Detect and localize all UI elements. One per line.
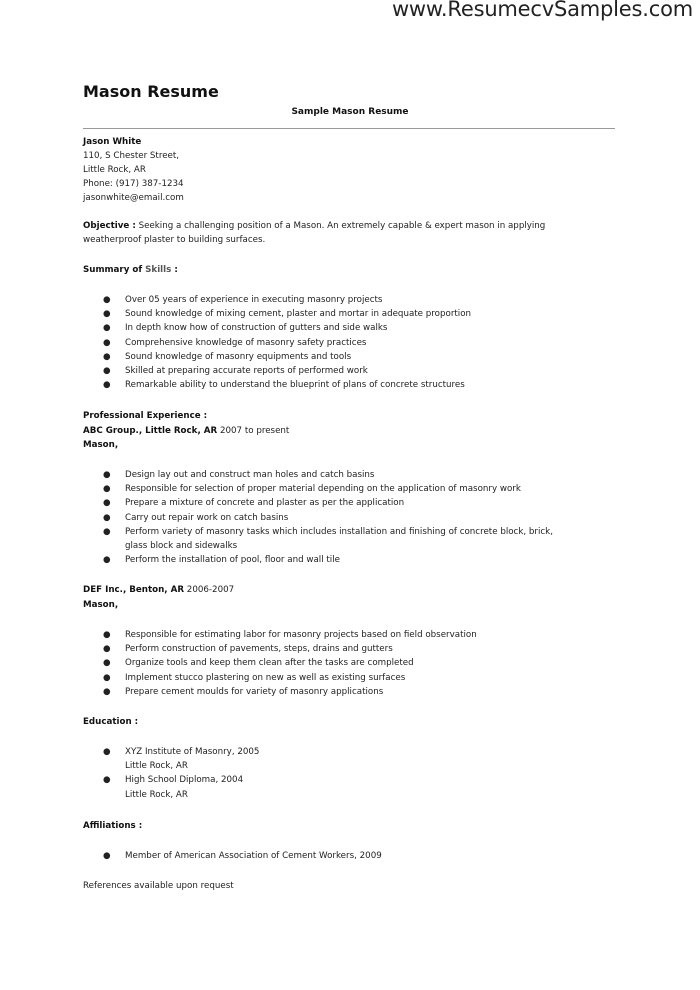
list-item: ● Carry out repair work on catch basins	[103, 512, 289, 523]
job-role: Mason,	[83, 600, 119, 610]
list-item: ● Perform the installation of pool, floor and wall tile	[103, 555, 340, 566]
watermark-url: www.ResumecvSamples.com	[391, 0, 693, 21]
objective: Objective : Seeking a challenging position of a Mason. An extremely capable & expert mason in applying	[83, 221, 546, 231]
references-note: References available upon request	[83, 881, 234, 891]
list-item: ● Over 05 years of experience in executing masonry projects	[103, 295, 383, 305]
list-item: ● Design lay out and construct man holes and catch basins	[103, 470, 375, 480]
list-item: ● Perform variety of masonry tasks which includes installation and finishing of concrete block, brick, glass block and sidewalks	[103, 526, 553, 552]
list-item: ● Prepare cement moulds for variety of masonry applications	[103, 686, 384, 697]
job-company: ABC Group., Little Rock, AR 2007 to present	[83, 426, 290, 436]
list-item: ● Responsible for selection of proper material depending on the application of masonry work	[103, 484, 521, 495]
list-item: ● High School Diploma, 2004 Little Rock, AR	[103, 775, 244, 800]
list-item: ● Implement stucco plastering on new as well as existing surfaces	[103, 672, 406, 683]
skills-heading: Summary of Skills :	[83, 265, 178, 275]
contact-phone: Phone: (917) 387-1234	[83, 179, 184, 189]
contact-email: jasonwhite@email.com	[83, 193, 184, 203]
list-item: ● Sound knowledge of mixing cement, plaster and mortar in adequate proportion	[103, 309, 472, 320]
education-heading: Education :	[83, 717, 139, 727]
job-duties	[0, 468, 553, 567]
job-role: Mason,	[83, 440, 119, 450]
list-item: ● Remarkable ability to understand the blueprint of plans of concrete structures	[103, 380, 465, 391]
contact-address2: Little Rock, AR	[83, 165, 146, 175]
list-item: ● Prepare a mixture of concrete and plaster as per the application	[103, 498, 405, 509]
page-title: Mason Resume	[83, 82, 219, 101]
list-item: ● Perform construction of pavements, steps, drains and gutters	[103, 644, 393, 655]
list-item: ● Responsible for estimating labor for masonry projects based on field observation	[103, 630, 477, 640]
subtitle: Sample Mason Resume	[291, 107, 409, 117]
list-item: ● Sound knowledge of masonry equipments and tools	[103, 351, 352, 362]
list-item: ● Organize tools and keep them clean after the tasks are completed	[103, 658, 414, 669]
affiliations-list	[0, 849, 382, 863]
affiliations-heading: Affiliations :	[83, 821, 143, 831]
list-item: ● In depth know how of construction of gutters and side walks	[103, 323, 388, 334]
contact-name: Jason White	[83, 137, 142, 147]
skills-list	[0, 293, 471, 392]
education-list	[0, 745, 259, 802]
list-item: ● Skilled at preparing accurate reports of performed work	[103, 366, 368, 377]
divider	[83, 128, 615, 129]
job-duties	[0, 628, 477, 699]
experience-heading: Professional Experience :	[83, 411, 208, 421]
job-company: DEF Inc., Benton, AR 2006-2007	[83, 585, 235, 595]
list-item: ● Member of American Association of Cement Workers, 2009	[103, 851, 382, 861]
contact-address1: 110, S Chester Street,	[83, 151, 180, 161]
list-item: ● XYZ Institute of Masonry, 2005 Little Rock, AR	[103, 747, 260, 772]
list-item: ● Comprehensive knowledge of masonry safety practices	[103, 337, 367, 348]
objective-line2: weatherproof plaster to building surfaces.	[83, 235, 266, 245]
